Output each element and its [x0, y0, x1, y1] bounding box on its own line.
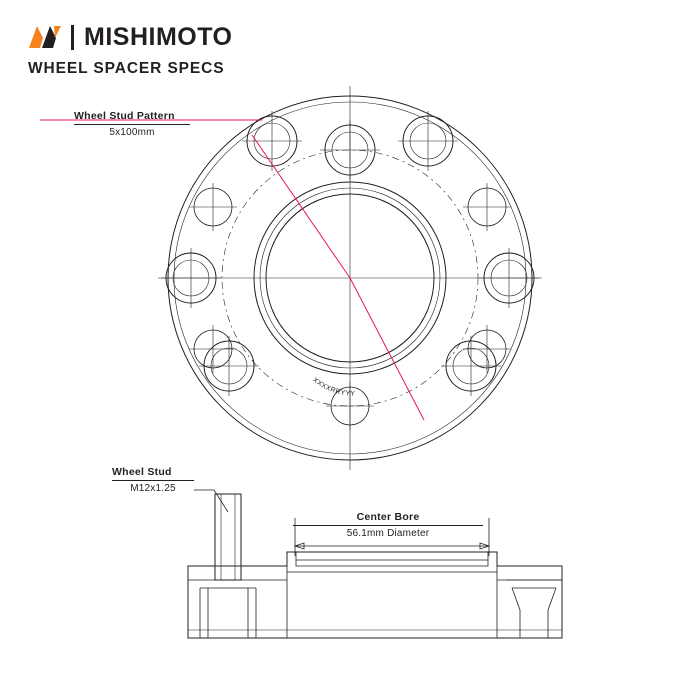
callout-title: Center Bore [356, 511, 420, 523]
callout-value: 5x100mm [109, 127, 155, 138]
front-view [40, 86, 542, 470]
callout-wheel-stud-pattern [74, 110, 190, 138]
callout-underline [293, 525, 483, 526]
stud-hole-group [161, 111, 539, 430]
brand-lockup [28, 22, 232, 52]
callout-value: 56.1mm Diameter [346, 528, 430, 539]
brand-divider [71, 25, 74, 50]
callout-underline [74, 124, 190, 125]
callout-wheel-stud [112, 466, 194, 494]
page-title: WHEEL SPACER SPECS [28, 60, 225, 77]
callout-center-bore [293, 511, 483, 539]
callout-title: Wheel Stud Pattern [74, 110, 175, 122]
callout-value: M12x1.25 [130, 483, 176, 494]
callout-title: Wheel Stud [112, 466, 172, 478]
mishimoto-m-icon [28, 24, 62, 50]
brand-name: MISHIMOTO [84, 23, 233, 51]
engraved-text: XXXXRRYYY [311, 376, 356, 398]
callout-underline [112, 480, 194, 481]
